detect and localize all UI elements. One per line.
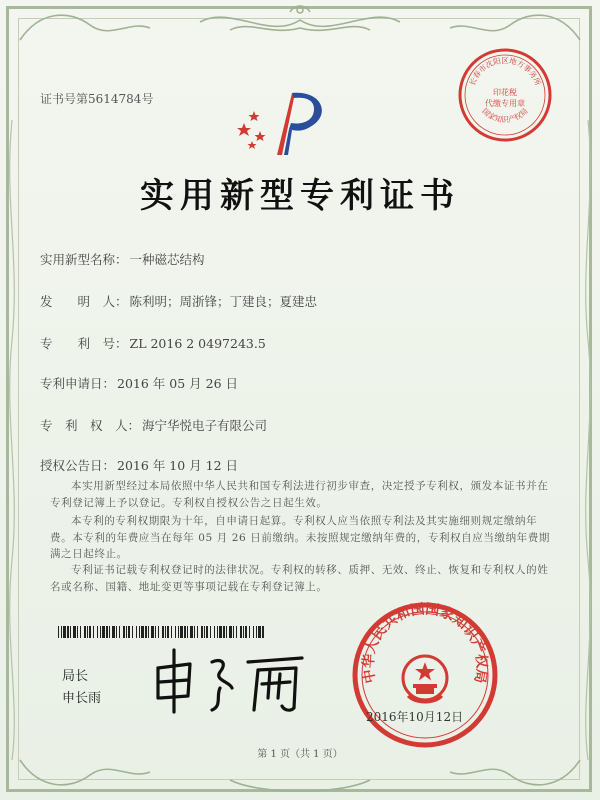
field-label: 专 利 权 人： xyxy=(40,418,141,433)
barcode-bar xyxy=(243,626,244,638)
barcode-bar xyxy=(262,626,264,638)
barcode-bar xyxy=(73,626,76,638)
barcode-bar xyxy=(126,626,127,638)
barcode-bar xyxy=(67,626,69,638)
paragraph-term: 本专利的专利权期限为十年，自申请日起算。专利权人应当依照专利法及其实施细则规定缴纳年费。本专利的年费应当在每年 05 月 26 日前缴纳。未按照规定缴纳年费的，专利权自应当缴纳年费期满之日起终止。 xyxy=(50,515,550,560)
national-emblem-icon xyxy=(403,656,447,702)
page-number: 第 1 页（共 1 页） xyxy=(257,749,343,760)
barcode-bar xyxy=(171,626,172,638)
field-patentee xyxy=(40,416,267,434)
barcode-bar xyxy=(123,626,125,638)
national-ip-office-seal xyxy=(350,600,500,750)
barcode-bar xyxy=(233,626,234,638)
barcode-bar xyxy=(119,626,120,638)
field-value: 陈利明；周浙锋；丁建良；夏建忠 xyxy=(129,294,318,309)
field-utility-model-name xyxy=(40,250,205,268)
field-label: 授权公告日： xyxy=(40,458,116,473)
barcode-bar xyxy=(93,626,94,638)
field-application-date xyxy=(40,374,238,392)
director-name: 申长雨 xyxy=(62,691,102,706)
barcode-bar xyxy=(167,626,169,638)
barcode-bar xyxy=(201,626,203,638)
barcode-bar xyxy=(63,626,66,638)
barcode-bar xyxy=(84,626,86,638)
barcode-bar xyxy=(249,626,250,638)
field-patent-number xyxy=(40,334,266,352)
barcode-bar xyxy=(217,626,218,638)
barcode-bar xyxy=(87,626,88,638)
certificate-title: 实用新型专利证书 xyxy=(140,176,460,216)
barcode-bar xyxy=(80,626,81,638)
field-label: 发 明 人： xyxy=(40,294,128,309)
barcode-bar xyxy=(236,626,237,638)
barcode-bar xyxy=(204,626,205,638)
barcode-bar xyxy=(102,626,105,638)
barcode-bar xyxy=(97,626,98,638)
barcode-bar xyxy=(148,626,149,638)
field-label: 专 利 号： xyxy=(40,336,128,351)
barcode-bar xyxy=(245,626,247,638)
barcode-bar xyxy=(258,626,261,638)
barcode-bar xyxy=(214,626,215,638)
barcode-bar xyxy=(89,626,91,638)
small-seal-ring-text: 长春市沈阳区地方事务所 xyxy=(467,56,543,87)
certificate-number: 证书号第5614784号 xyxy=(40,92,154,106)
barcode-bar xyxy=(197,626,198,638)
small-seal-line1: 印花税 xyxy=(493,88,517,97)
barcode-bar xyxy=(132,626,133,638)
barcode-bar xyxy=(139,626,140,638)
barcode-bar xyxy=(128,626,130,638)
barcode-bar xyxy=(180,626,183,638)
barcode-bar xyxy=(226,626,227,638)
barcode-bar xyxy=(112,626,115,638)
barcode-bar xyxy=(190,626,193,638)
svg-text:国家知识产权局 xyxy=(480,106,529,124)
barcode-bar xyxy=(151,626,154,638)
small-seal-bottom-text: 国家知识产权局 xyxy=(480,106,530,125)
patent-office-logo xyxy=(232,85,342,165)
barcode-bar xyxy=(253,626,254,638)
barcode-bar xyxy=(194,626,195,638)
field-label: 实用新型名称： xyxy=(40,252,128,267)
barcode-bar xyxy=(219,626,222,638)
barcode-bar xyxy=(155,626,156,638)
barcode-bar xyxy=(162,626,164,638)
big-seal-ring-text: 中华人民共和国国家知识产权局 xyxy=(360,601,490,685)
barcode xyxy=(58,626,268,638)
director-title: 局长 xyxy=(62,669,89,684)
barcode-bar xyxy=(165,626,166,638)
barcode-bar xyxy=(223,626,225,638)
field-inventors xyxy=(40,292,317,310)
barcode-bar xyxy=(100,626,101,638)
handwritten-signature xyxy=(150,640,310,715)
barcode-bar xyxy=(58,626,59,638)
barcode-bar xyxy=(141,626,144,638)
barcode-bar xyxy=(116,626,117,638)
seal-date: 2016年10月12日 xyxy=(366,710,464,724)
barcode-bar xyxy=(187,626,188,638)
paragraph-register: 专利证书记载专利权登记时的法律状况。专利权的转移、质押、无效、终止、恢复和专利权人的姓名或名称、国籍、地址变更等事项记载在专利登记簿上。 xyxy=(50,564,549,593)
barcode-bar xyxy=(184,626,186,638)
field-grant-date xyxy=(40,456,238,474)
tax-stamp-seal xyxy=(455,45,555,145)
barcode-bar xyxy=(145,626,147,638)
field-label: 专利申请日： xyxy=(40,376,116,391)
barcode-bar xyxy=(77,626,78,638)
barcode-bar xyxy=(206,626,208,638)
field-value: 一种磁芯结构 xyxy=(129,252,205,267)
barcode-bar xyxy=(158,626,159,638)
barcode-bar xyxy=(178,626,179,638)
paragraph-grant: 本实用新型经过本局依照中华人民共和国专利法进行初步审查，决定授予专利权，颁发本证书并在专利登记簿上予以登记。专利权自授权公告之日起生效。 xyxy=(50,480,549,509)
barcode-bar xyxy=(70,626,71,638)
field-value: ZL 2016 2 0497243.5 xyxy=(129,336,266,351)
barcode-bar xyxy=(229,626,232,638)
field-value: 2016 年 10 月 12 日 xyxy=(117,458,239,473)
small-seal-line2: 代缴专用章 xyxy=(485,99,525,108)
barcode-bar xyxy=(136,626,137,638)
field-value: 海宁华悦电子有限公司 xyxy=(142,418,268,433)
barcode-bar xyxy=(175,626,176,638)
barcode-bar xyxy=(256,626,257,638)
barcode-bar xyxy=(106,626,108,638)
barcode-bar xyxy=(109,626,110,638)
barcode-bar xyxy=(61,626,62,638)
barcode-bar xyxy=(240,626,242,638)
barcode-bar xyxy=(210,626,211,638)
field-value: 2016 年 05 月 26 日 xyxy=(117,376,239,391)
